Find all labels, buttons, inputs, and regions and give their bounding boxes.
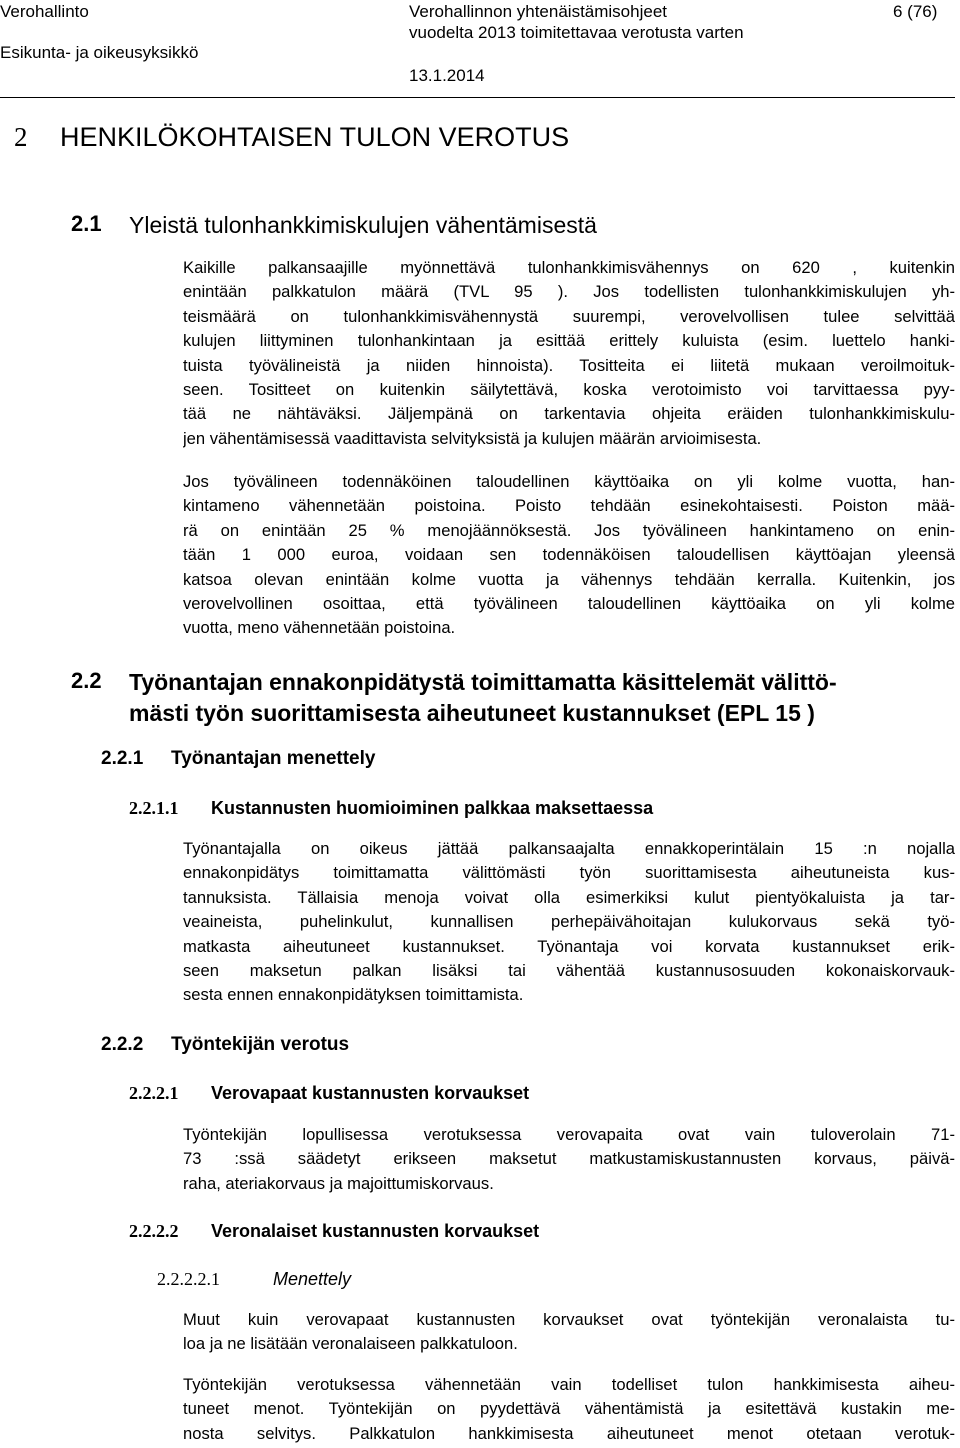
section-title: Menettely [273,1269,352,1289]
text-line: tannuksista. Tällaisia menoja voivat olla esimerkiksi kulut pientyökaluista ja tar- [183,887,955,907]
text-line: nosta selvitys. Palkkatulon hankkimisesta aiheutuneet menot otetaan verotuk- [183,1423,955,1443]
text-line: tään 1 000 euroa, voidaan sen todennäköisen taloudellisen käyttöajan yleensä [183,545,955,565]
paragraph-2-1-b [183,470,955,641]
header-unit: Esikunta- ja oikeusyksikkö [0,43,199,62]
text-line: enintään palkkatulon määrä (TVL 95 ). Jos todellisten tulonhankkimiskulujen yh- [183,282,955,302]
page-header [0,0,960,100]
text-line: raha, ateriakorvaus ja majoittumiskorvaus. [183,1173,494,1193]
text-line: seen maksetun palkan lisäksi tai vähentää kustannusosuuden kokonaiskorvauk- [183,960,955,980]
section-title: Veronalaiset kustannusten korvaukset [211,1221,540,1241]
section-number: 2.2.2 [101,1034,144,1055]
section-title: Yleistä tulonhankkimiskulujen vähentämisestä [129,212,597,238]
text-line: katsoa olevan enintään kolme vuotta ja vähennys tehdään kerralla. Kuitenkin, jos [183,569,955,589]
section-number: 2.2 [71,668,102,693]
section-number: 2.2.1 [101,748,144,769]
text-line: ennakonpidätys toimittamatta välittömästi työn suorittamisesta aiheutuneista kus- [183,863,955,883]
section-title-line: Työnantajan ennakonpidätystä toimittamatta käsittelemät välittö- [129,669,837,695]
text-line: jen vähentämisessä vaadittavista selvityksistä ja kulujen määrän arvioimisesta. [183,428,762,448]
text-line: teismäärä on tulonhankkimisvähennystä suurempi, verovelvollisen tulee selvittää [183,306,955,326]
text-line: loa ja ne lisätään veronalaiseen palkkatuloon. [183,1334,518,1354]
text-line: Jos työvälineen todennäköinen taloudellinen käyttöaika on yli kolme vuotta, han- [183,472,955,491]
section-title: Työntekijän verotus [171,1034,350,1055]
section-number: 2.2.2.2.1 [157,1269,220,1289]
section-title: Kustannusten huomioiminen palkkaa maksettaessa [211,798,654,818]
header-date: 13.1.2014 [409,66,485,85]
text-line: Kaikille palkansaajille myönnettävä tulonhankkimisvähennys on 620 , kuitenkin [183,258,955,277]
text-line: Työnantajalla on oikeus jättää palkansaajalta ennakkoperintälain 15 :n nojalla [183,839,955,858]
text-line: Muut kuin verovapaat kustannusten korvaukset ovat työntekijän veronalaista tu- [183,1310,955,1329]
text-line: verovelvollinen osoittaa, että työvälineen taloudellinen käyttöaika on yli kolme [183,593,955,613]
text-line: tää ne nähtäväksi. Jäljempänä on tarkentavia ohjeita eräiden tulonhankkimiskulu- [183,404,955,424]
header-org: Verohallinto [0,2,89,21]
text-line: Työntekijän verotuksessa vähennetään vain todelliset tulon hankkimisesta aiheu- [183,1375,955,1394]
text-line: seen. Tositteet on kuitenkin säilytettävä, koska verotoimisto voi tarvittaessa pyy- [183,379,955,399]
text-line: tuneet menot. Työntekijän on pyydettävä vähentämistä ja esitettävä kustakin me- [183,1399,955,1419]
text-line: vuotta, meno vähennetään poistoina. [183,618,456,638]
section-number: 2 [14,122,28,152]
paragraph-2-2-1-1 [183,837,955,1008]
text-line: rä on enintään 25 % menojäännöksestä. Jos työvälineen hankintameno on enin- [183,520,955,540]
paragraph-2-1-a [183,256,955,451]
section-title-line: mästi työn suorittamisesta aiheutuneet kustannukset (EPL 15 ) [129,700,815,726]
paragraph-2-2-2-2-1-a [183,1308,955,1357]
text-line: Työntekijän lopullisessa verotuksessa verovapaita ovat vain tuloverolain 71- [183,1125,955,1144]
text-line: veaineista, puhelinkulut, kunnallisen perhepäivähoitajan kulukorvaus sekä työ- [183,912,955,932]
section-number: 2.2.2.2 [129,1221,179,1241]
paragraph-2-2-2-2-1-b [183,1373,955,1446]
section-number: 2.1 [71,211,102,236]
header-doc-title: Verohallinnon yhtenäistämisohjeet [409,2,668,21]
text-line: kintameno vähennetään poistoina. Poisto tehdään esinekohtaisesti. Poiston mää- [183,496,955,516]
text-line: matkasta aiheutuneet kustannukset. Työnantaja voi korvata kustannukset erik- [183,936,955,956]
text-line: kulujen liittyminen tulonhankintaan ja esittää erittely kuluista (esim. luettelo hanki- [183,331,955,351]
section-number: 2.2.2.1 [129,1083,179,1103]
section-number: 2.2.1.1 [129,798,179,818]
text-line: tuista työvälineistä ja niiden hinnoista). Tositteita ei liitetä mukaan veroilmoituk- [183,355,955,375]
paragraph-2-2-2-1 [183,1123,955,1196]
header-page-number: 6 (76) [893,2,938,21]
text-line: 73 :ssä säädetyt erikseen maksetut matkustamiskustannusten korvaus, päivä- [183,1149,955,1169]
section-title: Työnantajan menettely [171,748,376,769]
section-title: Verovapaat kustannusten korvaukset [211,1083,530,1103]
text-line: sesta ennen ennakonpidätyksen toimittamista. [183,985,524,1005]
section-title: HENKILÖKOHTAISEN TULON VEROTUS [60,122,570,152]
header-doc-subtitle: vuodelta 2013 toimitettavaa verotusta varten [409,23,744,42]
header-divider [0,97,955,98]
section-2-2-heading [71,667,951,731]
